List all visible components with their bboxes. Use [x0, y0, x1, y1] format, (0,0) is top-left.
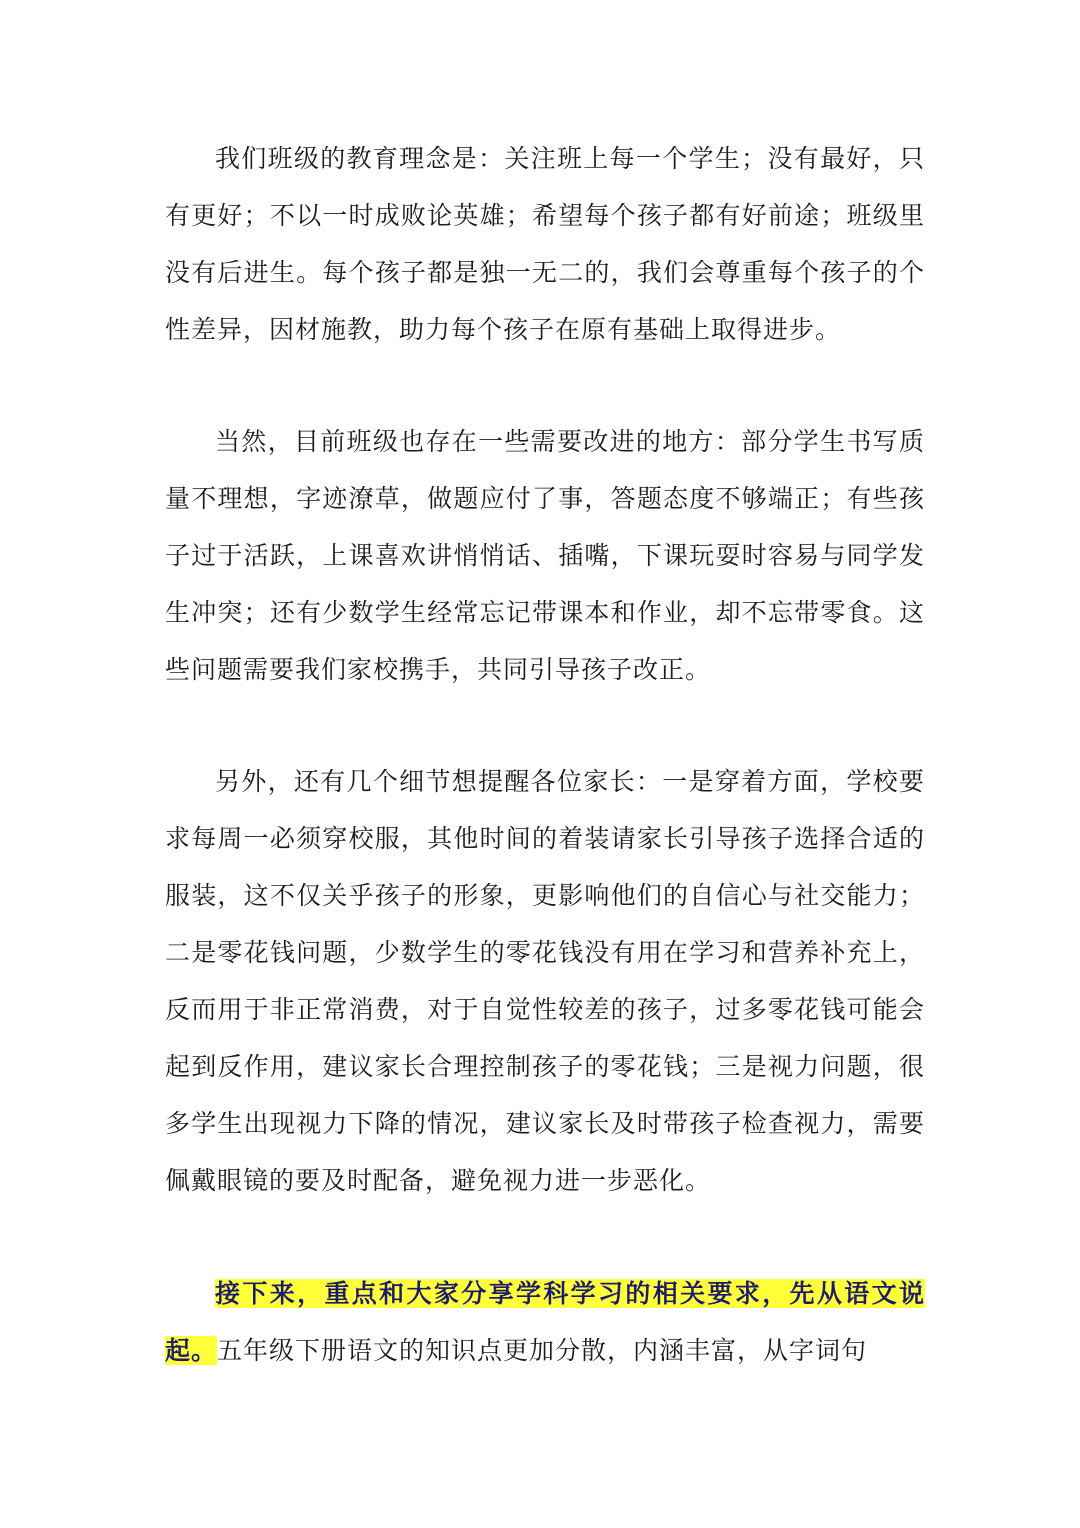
paragraph-continuation-text: 五年级下册语文的知识点更加分散，内涵丰富，从字词句	[217, 1336, 868, 1365]
paragraph-parent-reminders: 另外，还有几个细节想提醒各位家长：一是穿着方面，学校要求每周一必须穿校服，其他时间的着装请家长引导孩子选择合适的服装，这不仅关乎孩子的形象，更影响他们的自信心与社交能力；二是零花钱问题，少数学生的零花钱没有用在学习和营养补充上，反而用于非正常消费，对于自觉性较差的孩子，过多零花钱可能会起到反作用，建议家长合理控制孩子的零花钱；三是视力问题，很多学生出现视力下降的情况，建议家长及时带孩子检查视力，需要佩戴眼镜的要及时配备，避免视力进一步恶化。	[165, 767, 925, 1195]
paragraph-education-philosophy: 我们班级的教育理念是：关注班上每一个学生；没有最好，只有更好；不以一时成败论英雄；希望每个孩子都有好前途；班级里没有后进生。每个孩子都是独一无二的，我们会尊重每个孩子的个性差异，因材施教，助力每个孩子在原有基础上取得进步。	[165, 144, 925, 344]
paragraph-subject-intro	[165, 1265, 925, 1379]
highlighted-heading-text: 接下来，重点和大家分享学科学习的相关要求，先从语文说起。	[165, 1279, 925, 1365]
paragraph-improvements: 当然，目前班级也存在一些需要改进的地方：部分学生书写质量不理想，字迹潦草，做题应付了事，答题态度不够端正；有些孩子过于活跃，上课喜欢讲悄悄话、插嘴，下课玩耍时容易与同学发生冲突；还有少数学生经常忘记带课本和作业，却不忘带零食。这些问题需要我们家校携手，共同引导孩子改正。	[165, 427, 925, 684]
